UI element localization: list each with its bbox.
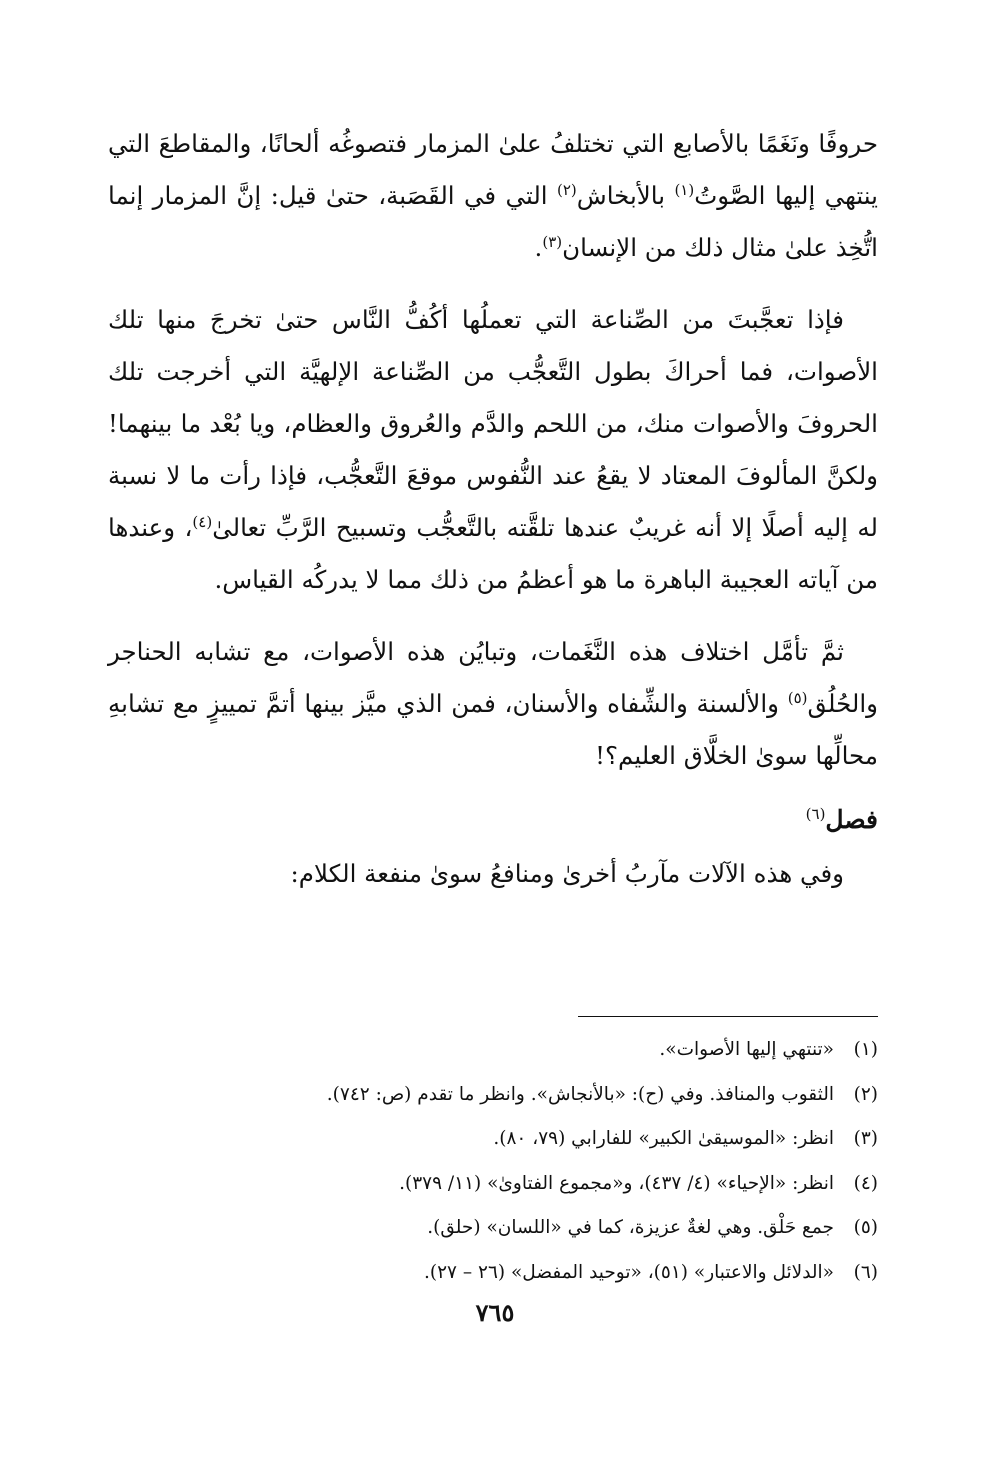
footnote-text: الثقوب والمنافذ. وفي (ح): «بالأنجاش». وانظر ما تقدم (ص: ٧٤٢). [326,1083,834,1105]
paragraph-3 [108,626,878,782]
footnote-marker: (٥) [787,689,808,707]
text-run: ثمَّ تأمَّل اختلاف هذه النَّغَمات، وتبايُن هذه الأصوات، مع تشابه الحناجر والحُلُق [108,637,878,718]
footnote-text: انظر: «الإحياء» (٤/ ٤٣٧)، و«مجموع الفتاوىٰ» (١١/ ٣٧٩). [399,1172,834,1194]
footnote-marker: (١) [674,181,695,199]
footnote-2 [108,1073,878,1118]
paragraph-1 [108,118,878,274]
footnote-number: (٥) [853,1217,878,1238]
footnote-3 [108,1117,878,1162]
footnotes [108,1028,878,1295]
section-heading [108,794,878,846]
text-run: التي في القَصَبة، حتىٰ قيل: إنَّ المزمار إنما اتُّخِذ علىٰ مثال ذلك من الإنسان [108,181,878,262]
paragraph-2 [108,294,878,606]
footnote-text: «الدلائل والاعتبار» (٥١)، «توحيد المفضل» (٢٦ – ٢٧). [424,1261,834,1283]
section-title: فصل [825,805,878,834]
footnote-6 [108,1251,878,1296]
section-intro [108,848,878,900]
footnote-5 [108,1206,878,1251]
footnote-text: «تنتهي إليها الأصوات». [659,1039,834,1060]
footnote-separator [578,1016,878,1017]
footnote-marker: (٢) [557,181,577,199]
footnote-number: (٦) [853,1261,878,1283]
footnote-text: انظر: «الموسيقىٰ الكبير» للفارابي (٧٩، ٨٠). [493,1128,834,1149]
text-run: حروفًا ونَغَمًا بالأصابع التي تختلفُ علىٰ المزمار فتصوغُه ألحانًا، والمقاطعَ التي ينتهي إليها الصَّوتُ [108,129,878,210]
footnote-marker: (٦) [805,805,826,823]
text-run: ، وعندها من آياته العجيبة الباهرة ما هو أعظمُ من ذلك مما لا يدركُه القياس. [108,513,878,594]
text-run: فإذا تعجَّبتَ من الصِّناعة التي تعملُها أكُفُّ النَّاس حتىٰ تخرجَ منها تلك الأصوات، فما أحراكَ بطول التَّعجُّب من الصِّناعة الإلهيَّة التي أخرجت تلك الحروفَ والأصوات منك، من اللحم والدَّم والعُروق والعظام، ويا بُعْد ما بينهما! ولكنَّ المألوفَ المعتاد لا يقعُ عند النُّفوس موقعَ التَّعجُّب، فإذا رأت ما لا نسبة له إليه أصلًا إلا أنه غريبٌ عندها تلقَّته بالتَّعجُّب وتسبيح الرَّبِّ تعالىٰ [108,305,878,542]
footnote-1 [108,1028,878,1073]
text-run: . [534,233,543,262]
text-run: بالأبخاش [576,181,675,210]
footnote-number: (١) [853,1039,878,1060]
text-run: والألسنة والشِّفاه والأسنان، فمن الذي ميَّز بينها أتمَّ تمييزٍ مع تشابهِ محالِّها سوىٰ الخلَّاق العليم؟! [108,689,878,770]
footnote-text: جمع حَلْق. وهي لغةٌ عزيزة، كما في «اللسان» (حلق). [427,1217,834,1238]
footnote-number: (٣) [853,1128,878,1149]
text-run: وفي هذه الآلات مآربُ أخرىٰ ومنافعُ سوىٰ منفعة الكلام: [290,859,844,888]
footnote-number: (٤) [853,1172,878,1194]
footnote-number: (٢) [853,1083,878,1105]
footnote-marker: (٤) [192,513,213,531]
footnote-4 [108,1162,878,1207]
main-text [108,118,878,900]
footnote-marker: (٣) [542,233,563,251]
page-number: ٧٦٥ [475,1298,515,1327]
